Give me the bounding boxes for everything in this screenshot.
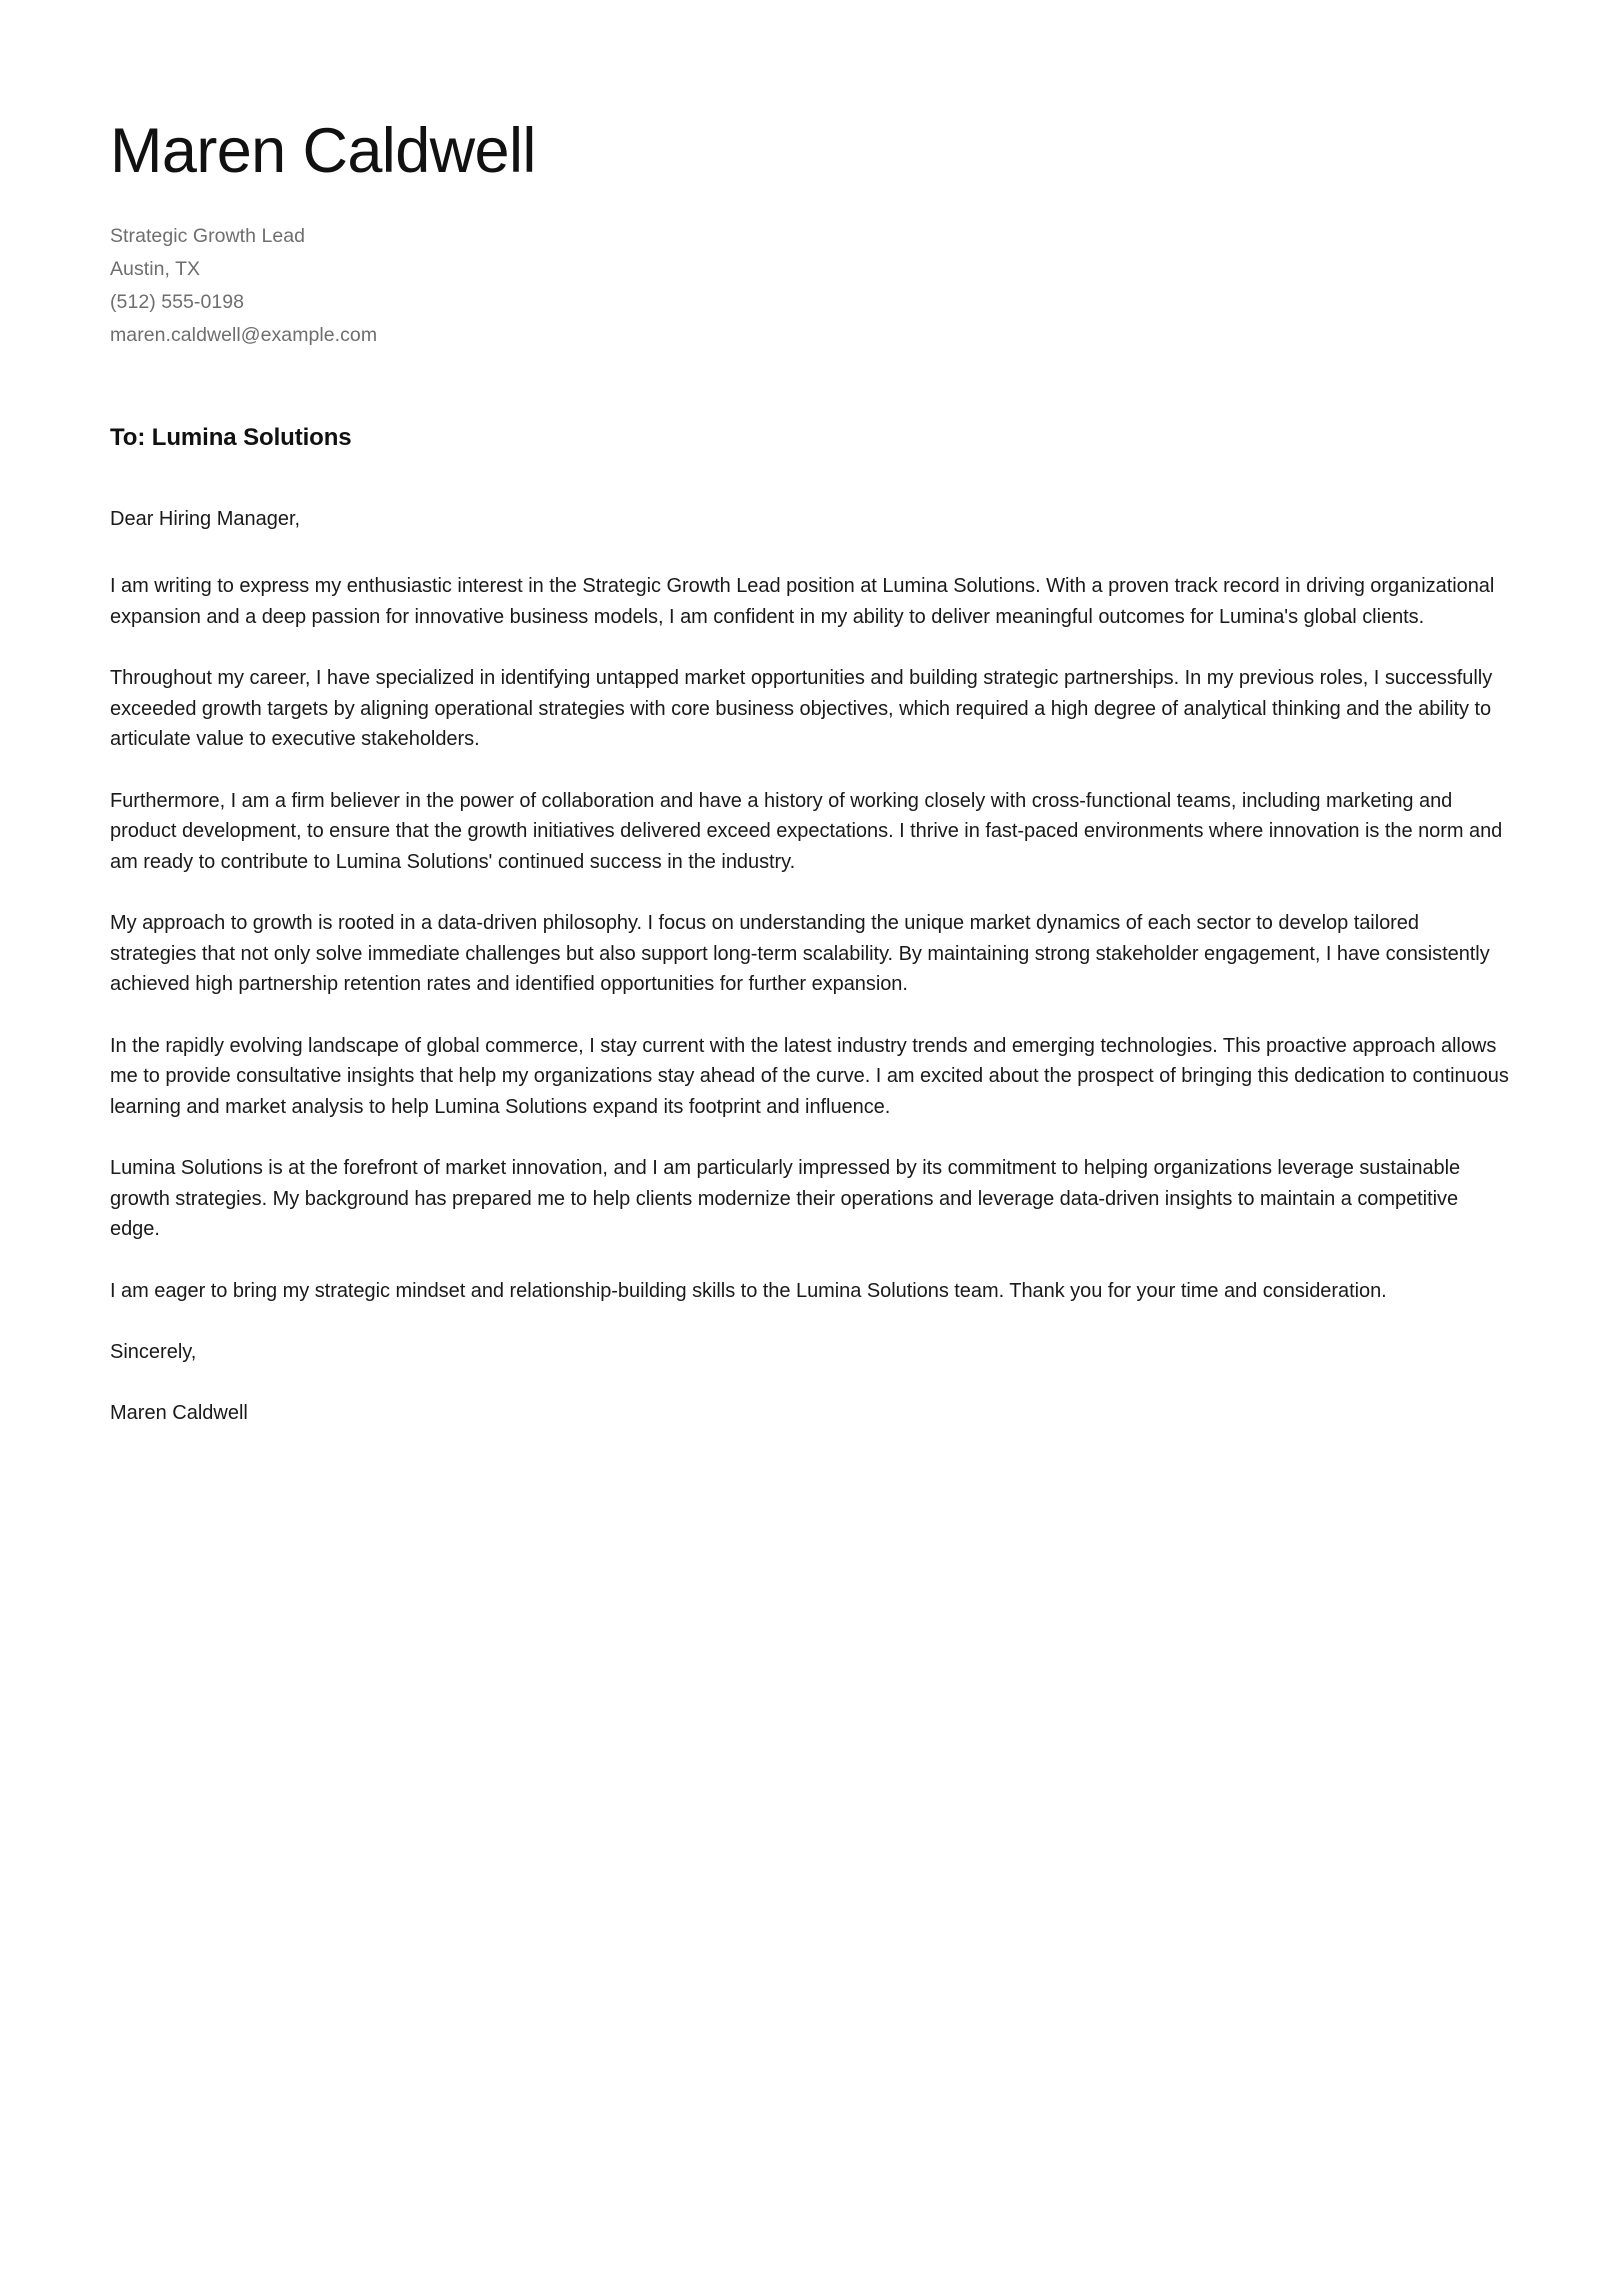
contact-email: maren.caldwell@example.com <box>110 324 378 347</box>
letter-body <box>110 504 1510 1428</box>
body-paragraph: I am eager to bring my strategic mindset and relationship-building skills to the Lumina Solutions team. Thank you for your time and consideration. <box>110 1279 1387 1302</box>
contact-job-title: Strategic Growth Lead <box>110 225 306 248</box>
body-paragraph: Lumina Solutions is at the forefront of market innovation, and I am particularly impressed by its commitment to helping organizations leverage sustainable growth strategies. My background has prepared me to help clients modernize their operations and leverage data-driven insights to maintain a competitive edge. <box>110 1157 1461 1241</box>
contact-phone: (512) 555-0198 <box>110 291 245 314</box>
contact-location: Austin, TX <box>110 258 201 281</box>
recipient-line: To: Lumina Solutions <box>110 424 352 452</box>
body-paragraph: My approach to growth is rooted in a data-driven philosophy. I focus on understanding the unique market dynamics of each sector to develop tailored strategies that not only solve immediate challenges but also support long-term scalability. By maintaining strong stakeholder engagement, I have consistently achieved high partnership retention rates and identified opportunities for further expansion. <box>110 912 1490 996</box>
contact-block <box>110 220 1510 352</box>
salutation: Dear Hiring Manager, <box>110 508 301 531</box>
page-title: Maren Caldwell <box>110 116 536 186</box>
closing-line: Sincerely, <box>110 1341 197 1364</box>
body-paragraph: I am writing to express my enthusiastic interest in the Strategic Growth Lead position at Lumina Solutions. With a proven track record in driving organizational expansion and a deep passion for innovative business models, I am confident in my ability to deliver meaningful outcomes for Lumina's global clients. <box>110 575 1495 628</box>
signature-name: Maren Caldwell <box>110 1402 248 1425</box>
body-paragraph: Furthermore, I am a firm believer in the power of collaboration and have a history of working closely with cross-functional teams, including marketing and product development, to ensure that the growth initiatives delivered exceed expectations. I thrive in fast-paced environments where innovation is the norm and am ready to contribute to Lumina Solutions' continued success in the industry. <box>110 789 1503 873</box>
body-paragraph: Throughout my career, I have specialized in identifying untapped market opportunities and building strategic partnerships. In my previous roles, I successfully exceeded growth targets by aligning operational strategies with core business objectives, which required a high degree of analytical thinking and the ability to articulate value to executive stakeholders. <box>110 667 1493 751</box>
body-paragraph: In the rapidly evolving landscape of global commerce, I stay current with the latest industry trends and emerging technologies. This proactive approach allows me to provide consultative insights that help my organizations stay ahead of the curve. I am excited about the prospect of bringing this dedication to continuous learning and market analysis to help Lumina Solutions expand its footprint and influence. <box>110 1034 1509 1118</box>
